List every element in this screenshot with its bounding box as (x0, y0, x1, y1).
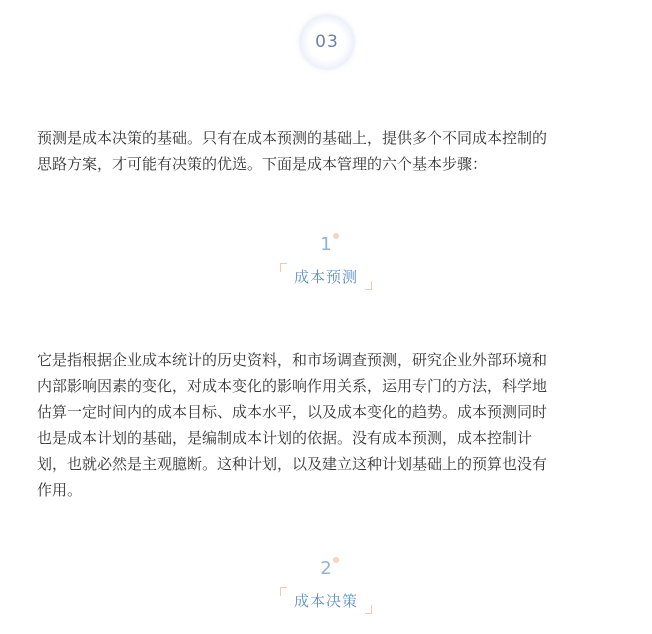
decorative-dot-icon (333, 233, 339, 239)
corner-bracket-icon (280, 587, 287, 596)
intro-line: 预测是成本决策的基础。只有在成本预测的基础上，提供多个不同成本控制的 (37, 129, 548, 147)
section-number: 03 (315, 32, 339, 52)
paragraph-line: 内部影响因素的变化，对成本变化的影响作用关系，运用专门的方法，科学地 (37, 377, 548, 395)
step-number-text: 1 (320, 234, 332, 255)
paragraph-line: 也是成本计划的基础，是编制成本计划的依据。没有成本预测，成本控制计 (37, 429, 533, 447)
paragraph-line: 作用。 (37, 481, 83, 499)
step-title-frame (280, 587, 372, 614)
corner-bracket-icon (280, 263, 287, 272)
step-number-text: 2 (320, 558, 332, 579)
intro-paragraph (37, 125, 619, 177)
step-title-frame (280, 263, 372, 290)
corner-bracket-icon (365, 281, 372, 290)
step-1-header (0, 233, 652, 290)
step-1-paragraph (37, 347, 619, 503)
step-title: 成本决策 (293, 592, 358, 610)
section-number-circle (301, 16, 353, 68)
paragraph-line: 划，也就必然是主观臆断。这种计划，以及建立这种计划基础上的预算也没有 (37, 455, 548, 473)
intro-line: 思路方案，才可能有决策的优选。下面是成本管理的六个基本步骤： (37, 155, 488, 173)
step-2-header (0, 557, 652, 614)
step-number (320, 233, 331, 257)
paragraph-line: 估算一定时间内的成本目标、成本水平，以及成本变化的趋势。成本预测同时 (37, 403, 548, 421)
section-number-badge (299, 14, 355, 70)
corner-bracket-icon (365, 605, 372, 614)
step-title: 成本预测 (293, 268, 358, 286)
paragraph-line: 它是指根据企业成本统计的历史资料，和市场调查预测，研究企业外部环境和 (37, 351, 548, 369)
decorative-dot-icon (333, 557, 339, 563)
step-number (320, 557, 331, 581)
